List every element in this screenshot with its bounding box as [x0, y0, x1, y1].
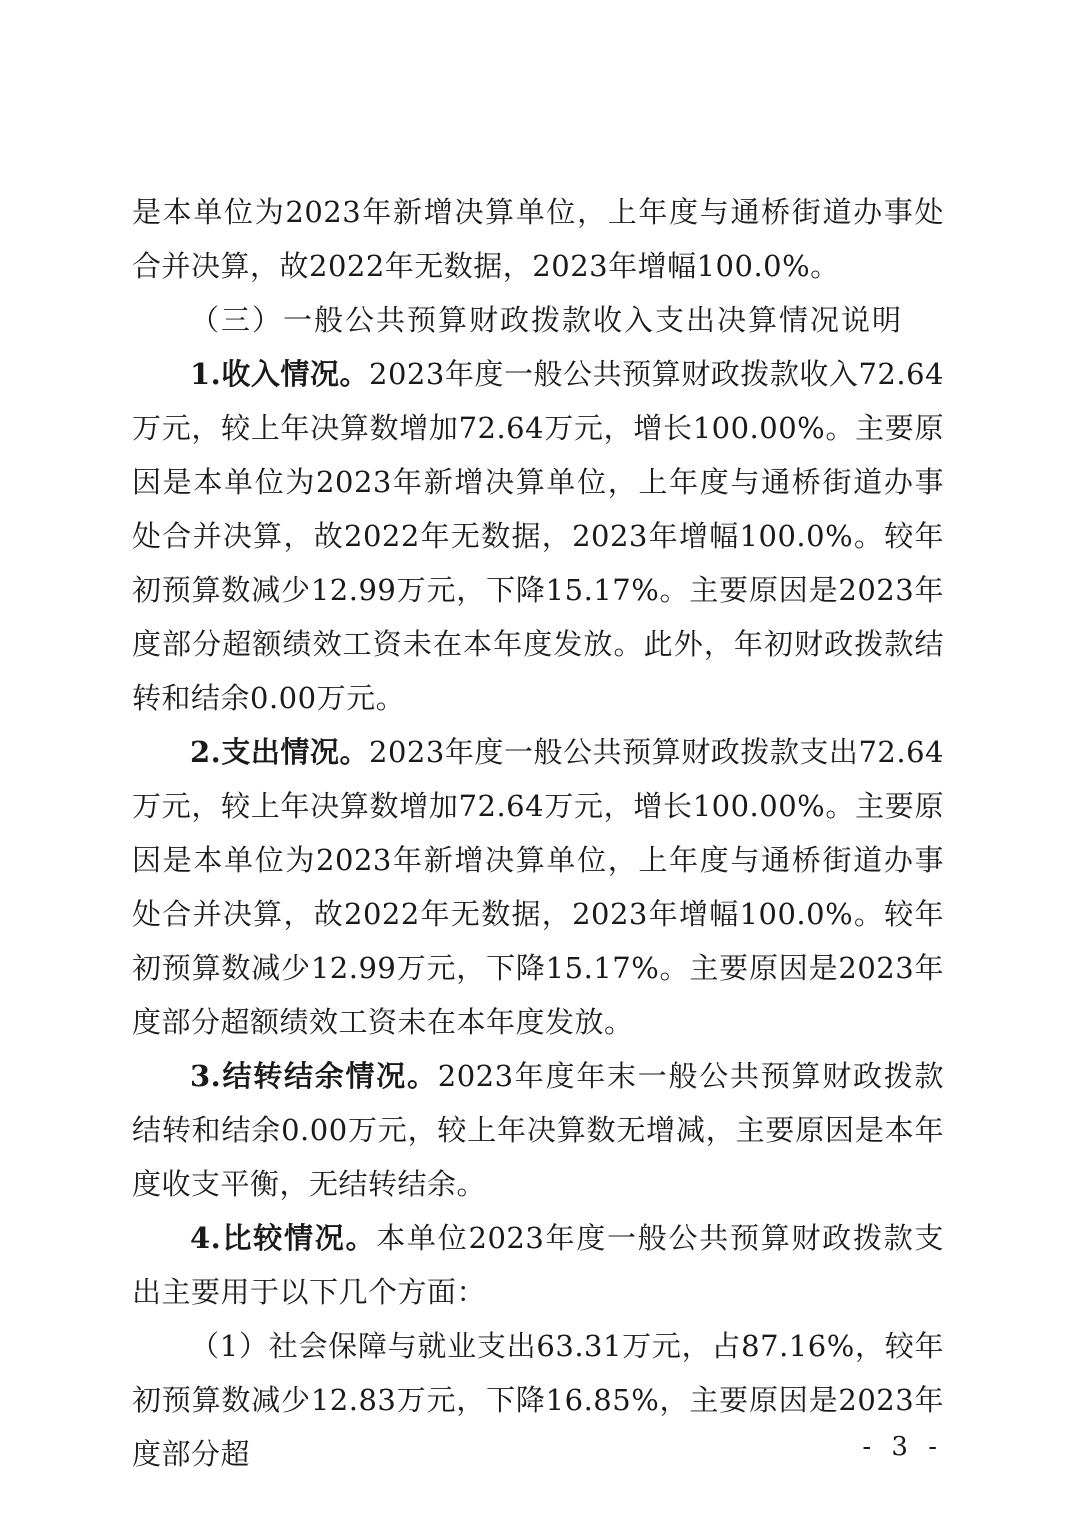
paragraph-expenditure — [132, 725, 944, 1049]
section-heading-text: （三）一般公共预算财政拨款收入支出决算情况说明 — [190, 303, 904, 337]
paragraph-lead: 3.结转结余情况。 — [190, 1059, 438, 1093]
document-body — [132, 185, 944, 1481]
page-number: - 3 - — [862, 1432, 943, 1462]
paragraph-text: 是本单位为2023年新增决算单位，上年度与通桥街道办事处合并决算，故2022年无数据，2023年增幅100.0%。 — [132, 195, 944, 283]
paragraph-text: 本单位2023年度一般公共预算财政拨款支出主要用于以下几个方面： — [132, 1221, 944, 1309]
paragraph-lead: 4.比较情况。 — [190, 1221, 377, 1255]
paragraph-text: （1）社会保障与就业支出63.31万元，占87.16%，较年初预算数减少12.83万元，下降16.85%，主要原因是2023年度部分超 — [132, 1329, 944, 1471]
paragraph-carryover — [132, 1049, 944, 1211]
paragraph-continuation — [132, 185, 944, 293]
paragraph-text: 2023年度一般公共预算财政拨款收入72.64万元，较上年决算数增加72.64万元，增长100.00%。主要原因是本单位为2023年新增决算单位，上年度与通桥街道办事处合并决算，故2022年无数据，2023年增幅100.0%。较年初预算数减少12.99万元，下降15.17%。主要原因是2023年度部分超额绩效工资未在本年度发放。此外，年初财政拨款结转和结余0.00万元。 — [132, 357, 944, 715]
section-heading — [132, 293, 944, 347]
paragraph-text: 2023年度年末一般公共预算财政拨款结转和结余0.00万元，较上年决算数无增减，主要原因是本年度收支平衡，无结转结余。 — [132, 1059, 944, 1201]
paragraph-item-1 — [132, 1319, 944, 1481]
paragraph-comparison — [132, 1211, 944, 1319]
paragraph-text: 2023年度一般公共预算财政拨款支出72.64万元，较上年决算数增加72.64万元，增长100.00%。主要原因是本单位为2023年新增决算单位，上年度与通桥街道办事处合并决算，故2022年无数据，2023年增幅100.0%。较年初预算数减少12.99万元，下降15.17%。主要原因是2023年度部分超额绩效工资未在本年度发放。 — [132, 735, 944, 1039]
paragraph-lead: 2.支出情况。 — [190, 735, 370, 769]
paragraph-income — [132, 347, 944, 725]
paragraph-lead: 1.收入情况。 — [190, 357, 370, 391]
